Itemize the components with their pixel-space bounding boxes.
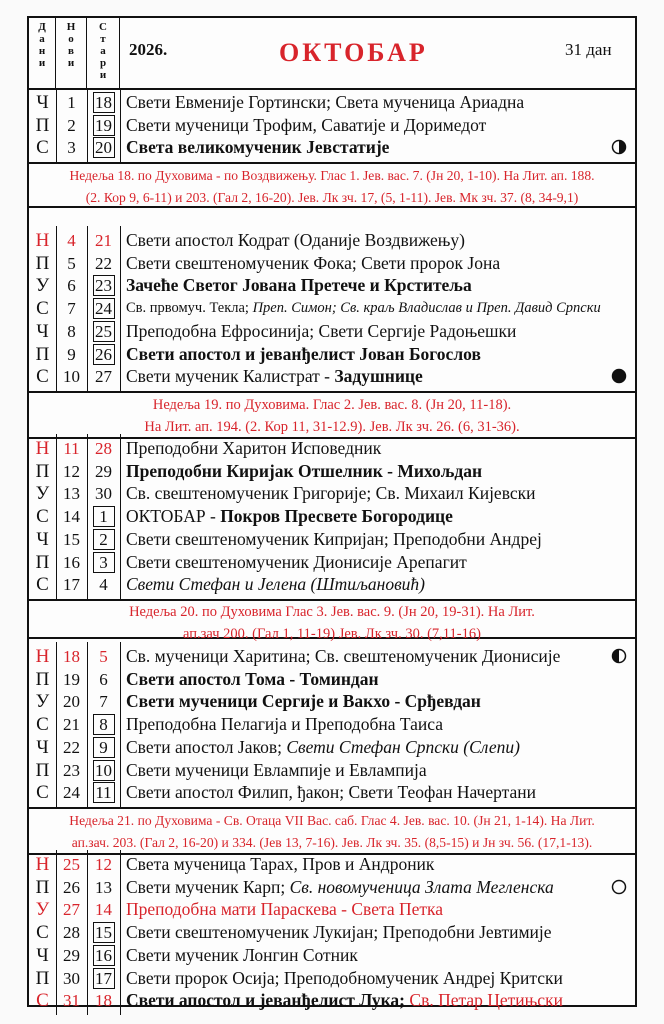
new-calendar-date: 7 xyxy=(67,299,76,319)
feast-name: Преподобна мати Параскева - Света Петка xyxy=(126,899,444,920)
new-calendar-date: 27 xyxy=(63,900,80,920)
feast-name: Свети апостол Кодрат (Оданије Воздвижењу) xyxy=(126,230,465,250)
day-row xyxy=(29,460,635,483)
reading-line: Недеља 21. по Духовима - Св. Отаца VII Вас. саб. Глас 4. Јев. вас. 10. (Јн 21, 1-14). На Лит. xyxy=(69,812,595,828)
feast-name: Свети мученици Трофим, Саватије и Доримедот xyxy=(126,114,487,135)
col-days-header: Д а н и xyxy=(29,18,56,88)
day-of-week: С xyxy=(36,922,49,944)
new-calendar-date: 24 xyxy=(63,783,80,803)
old-calendar-date: 4 xyxy=(99,575,108,595)
feast-name: Преподобни Харитон Исповедник xyxy=(126,438,382,458)
day-of-week: Ч xyxy=(36,92,49,113)
new-calendar-date: 4 xyxy=(67,231,76,250)
sunday-reading xyxy=(29,162,635,208)
day-row xyxy=(29,668,635,691)
day-row xyxy=(29,229,635,252)
new-calendar-date: 5 xyxy=(67,253,76,273)
day-of-week: С xyxy=(36,366,49,388)
day-row xyxy=(29,781,635,804)
day-row xyxy=(29,437,635,460)
feast-name: Свети свештеномученик Дионисије Арепагит xyxy=(126,551,467,572)
old-calendar-date: 11 xyxy=(87,781,120,804)
day-of-week: У xyxy=(35,483,50,505)
old-calendar-date: 6 xyxy=(99,669,108,689)
new-calendar-date: 11 xyxy=(63,439,80,458)
sunday-reading xyxy=(29,599,635,642)
feast-name: Преподобна Пелагија и Преподобна Таиса xyxy=(126,714,443,735)
day-of-week: Н xyxy=(35,438,50,459)
old-calendar-date: 2 xyxy=(87,528,120,551)
day-row xyxy=(29,551,635,574)
day-row xyxy=(29,252,635,275)
day-row xyxy=(29,876,635,899)
feast-name: Свети Стефан и Јелена (Штиљановић) xyxy=(126,574,426,595)
day-of-week: С xyxy=(36,574,49,596)
new-calendar-date: 12 xyxy=(63,461,80,481)
feast-name: Свети свештеномученик Фока; Свети пророк Јона xyxy=(126,252,501,273)
first-quarter-moon-icon xyxy=(611,139,627,155)
day-row xyxy=(29,114,635,137)
new-calendar-date: 25 xyxy=(63,855,80,874)
day-row xyxy=(29,921,635,944)
feast-name: Свети апостол и јеванђелист Јован Богослов xyxy=(126,343,481,364)
feast-name: Света великомученик Јевстатије xyxy=(126,137,390,158)
feast-name: Свети Евменије Гортински; Света мученица Ариадна xyxy=(126,92,525,112)
day-row xyxy=(29,528,635,551)
reading-line: Недеља 19. по Духовима. Глас 2. Јев. вас. 8. (Јн 20, 11-18). xyxy=(152,396,512,413)
feast-name: Свети свештеномученик Кипријан; Преподобни Андреј xyxy=(126,528,542,549)
feast-name: Свети апостол Филип, ђакон; Свети Теофан Начертани xyxy=(126,782,537,803)
day-row xyxy=(29,365,635,388)
feast-name: Св. мученици Харитина; Св. свештеномученик Дионисије xyxy=(126,646,561,666)
old-calendar-date: 10 xyxy=(87,759,120,782)
old-calendar-date: 22 xyxy=(95,253,112,273)
day-of-week: У xyxy=(35,899,50,921)
old-calendar-date: 1 xyxy=(87,505,120,528)
day-row xyxy=(29,482,635,505)
old-calendar-date: 3 xyxy=(87,551,120,574)
feast-name: Свети мученик Калистрат - Задушнице xyxy=(126,366,423,387)
day-of-week: П xyxy=(35,759,50,781)
old-calendar-date: 24 xyxy=(87,297,120,320)
day-row xyxy=(29,297,635,320)
day-row xyxy=(29,573,635,596)
feast-name: Свети апостол и јеванђелист Лука; Св. Петар Цетињски xyxy=(126,990,563,1011)
feast-name: Свети мученик Карп; Св. новомученица Злата Мегленска xyxy=(126,876,554,897)
old-calendar-date: 14 xyxy=(95,900,112,920)
sunday-reading xyxy=(29,807,635,855)
old-calendar-date: 30 xyxy=(95,484,112,504)
old-calendar-date: 26 xyxy=(87,343,120,366)
old-calendar-date: 7 xyxy=(99,692,108,712)
feast-name: Преподобни Киријак Отшелник - Михољдан xyxy=(126,460,483,481)
new-calendar-date: 29 xyxy=(63,945,80,965)
new-calendar-date: 31 xyxy=(63,991,80,1011)
day-row xyxy=(29,343,635,366)
days-count: 31 дан xyxy=(565,40,612,59)
old-calendar-date: 12 xyxy=(95,855,112,874)
day-row xyxy=(29,759,635,782)
new-calendar-date: 22 xyxy=(63,737,80,757)
old-calendar-date: 27 xyxy=(95,367,112,387)
old-calendar-date: 15 xyxy=(87,921,120,944)
old-calendar-date: 5 xyxy=(99,647,108,666)
old-calendar-date: 8 xyxy=(87,713,120,736)
day-of-week: Н xyxy=(35,646,50,667)
col-old-header: С т а р и xyxy=(87,18,120,88)
day-of-week: С xyxy=(36,298,49,320)
feast-name: Зачеће Светог Јована Претече и Крститеља xyxy=(126,275,472,296)
old-calendar-date: 16 xyxy=(87,944,120,967)
reading-line: ап.зач. 203. (Гал 2, 16-20) и 334. (Јев 13, 7-16). Јев. Лк зч. 35. (8,5-15) и Јн зч. 56. (17,1-13). xyxy=(71,834,593,850)
day-of-week: Ч xyxy=(36,736,49,758)
day-row xyxy=(29,91,635,114)
day-of-week: У xyxy=(35,275,50,297)
last-quarter-moon-icon xyxy=(611,648,627,664)
feast-name: Св. првомуч. Текла; Преп. Симон; Св. краљ Владислав и Преп. Давид Српски xyxy=(126,300,601,317)
reading-line: ап.зач 200. (Гал 1, 11-19) Јев. Лк зч. 30. (7,11-16) xyxy=(183,625,481,642)
day-of-week: П xyxy=(35,252,50,274)
new-calendar-date: 18 xyxy=(63,647,80,666)
day-row xyxy=(29,898,635,921)
new-calendar-date: 1 xyxy=(67,93,76,112)
day-of-week: Ч xyxy=(36,320,49,342)
new-calendar-date: 26 xyxy=(63,877,80,897)
feast-name: Света мученица Тарах, Пров и Андроник xyxy=(126,854,435,874)
old-calendar-date: 29 xyxy=(95,461,112,481)
month-title: ОКТОБАР xyxy=(279,38,428,67)
feast-name: Преподобна Ефросинија; Свети Сергије Радоњешки xyxy=(126,320,517,341)
new-calendar-date: 16 xyxy=(63,552,80,572)
feast-name: Свети апостол Тома - Томиндан xyxy=(126,668,379,689)
reading-line: (2. Кор 9, 6-11) и 203. (Гал 2, 16-20). Јев. Лк зч. 17, (5, 1-11). Јев. Мк зч. 37. (8, 34-9,1) xyxy=(85,190,579,206)
new-calendar-date: 14 xyxy=(63,507,80,527)
sunday-reading xyxy=(29,391,635,439)
feast-name: Свети пророк Осија; Преподобномученик Андреј Критски xyxy=(126,967,563,988)
new-calendar-date: 10 xyxy=(63,367,80,387)
new-calendar-date: 3 xyxy=(67,138,76,158)
day-of-week: У xyxy=(35,691,50,713)
day-of-week: П xyxy=(35,668,50,690)
feast-name: Свети мученик Лонгин Сотник xyxy=(126,944,358,965)
calendar-header xyxy=(29,18,635,90)
old-calendar-date: 21 xyxy=(95,231,112,250)
feast-name: Св. свештеномученик Григорије; Св. Михаил Кијевски xyxy=(126,483,536,504)
day-of-week: С xyxy=(36,782,49,804)
new-calendar-date: 21 xyxy=(63,715,80,735)
day-of-week: П xyxy=(35,967,50,989)
reading-line: Недеља 20. по Духовима Глас 3. Јев. вас. 9. (Јн 20, 19-31). На Лит. xyxy=(129,603,535,620)
feast-name: Свети мученици Сергије и Вакхо - Срђевдан xyxy=(126,691,481,712)
new-calendar-date: 13 xyxy=(63,484,80,504)
day-of-week: Н xyxy=(35,230,50,251)
year-label: 2026. xyxy=(129,40,168,59)
col-new-header: Н о в и xyxy=(56,18,87,88)
day-of-week: П xyxy=(35,876,50,898)
new-calendar-date: 17 xyxy=(63,575,80,595)
full-moon-icon xyxy=(611,879,627,895)
day-row xyxy=(29,967,635,990)
day-of-week: П xyxy=(35,460,50,482)
old-calendar-date: 18 xyxy=(87,91,120,114)
day-row xyxy=(29,505,635,528)
old-calendar-date: 18 xyxy=(95,991,112,1011)
day-row xyxy=(29,853,635,876)
new-moon-icon xyxy=(611,368,627,384)
feast-name: ОКТОБАР - Покров Пресвете Богородице xyxy=(126,506,453,527)
feast-name: Свети мученици Евлампије и Евлампија xyxy=(126,759,427,780)
day-row xyxy=(29,136,635,159)
day-of-week: С xyxy=(36,506,49,528)
day-of-week: Ч xyxy=(36,528,49,550)
day-row xyxy=(29,944,635,967)
new-calendar-date: 2 xyxy=(67,115,76,135)
old-calendar-date: 23 xyxy=(87,274,120,297)
day-row xyxy=(29,989,635,1012)
old-calendar-date: 17 xyxy=(87,967,120,990)
new-calendar-date: 6 xyxy=(67,276,76,296)
new-calendar-date: 30 xyxy=(63,968,80,988)
day-row xyxy=(29,713,635,736)
old-calendar-date: 13 xyxy=(95,877,112,897)
day-of-week: П xyxy=(35,551,50,573)
day-row xyxy=(29,736,635,759)
reading-line: На Лит. ап. 194. (2. Кор 11, 31-12.9). Јев. Лк зч. 26. (6, 31-36). xyxy=(144,418,520,435)
day-row xyxy=(29,274,635,297)
day-of-week: Н xyxy=(35,854,50,875)
new-calendar-date: 9 xyxy=(67,344,76,364)
old-calendar-date: 25 xyxy=(87,320,120,343)
day-of-week: С xyxy=(36,137,49,159)
old-calendar-date: 19 xyxy=(87,114,120,137)
new-calendar-date: 8 xyxy=(67,321,76,341)
old-calendar-date: 9 xyxy=(87,736,120,759)
day-of-week: П xyxy=(35,343,50,365)
old-calendar-date: 20 xyxy=(87,136,120,159)
new-calendar-date: 28 xyxy=(63,923,80,943)
day-row xyxy=(29,645,635,668)
day-of-week: С xyxy=(36,714,49,736)
feast-name: Свети свештеномученик Лукијан; Преподобни Јевтимије xyxy=(126,922,552,943)
day-of-week: П xyxy=(35,114,50,136)
old-calendar-date: 28 xyxy=(95,439,112,458)
day-of-week: Ч xyxy=(36,944,49,966)
day-row xyxy=(29,320,635,343)
new-calendar-date: 23 xyxy=(63,760,80,780)
day-row xyxy=(29,690,635,713)
feast-name: Свети апостол Јаков; Свети Стефан Српски (Слепи) xyxy=(126,736,520,757)
day-of-week: С xyxy=(36,990,49,1012)
calendar-page xyxy=(27,16,637,1012)
new-calendar-date: 20 xyxy=(63,692,80,712)
new-calendar-date: 19 xyxy=(63,669,80,689)
new-calendar-date: 15 xyxy=(63,529,80,549)
reading-line: Недеља 18. по Духовима - по Воздвижењу. Глас 1. Јев. вас. 7. (Јн 20, 1-10). На Лит. ап. 188. xyxy=(69,168,595,184)
